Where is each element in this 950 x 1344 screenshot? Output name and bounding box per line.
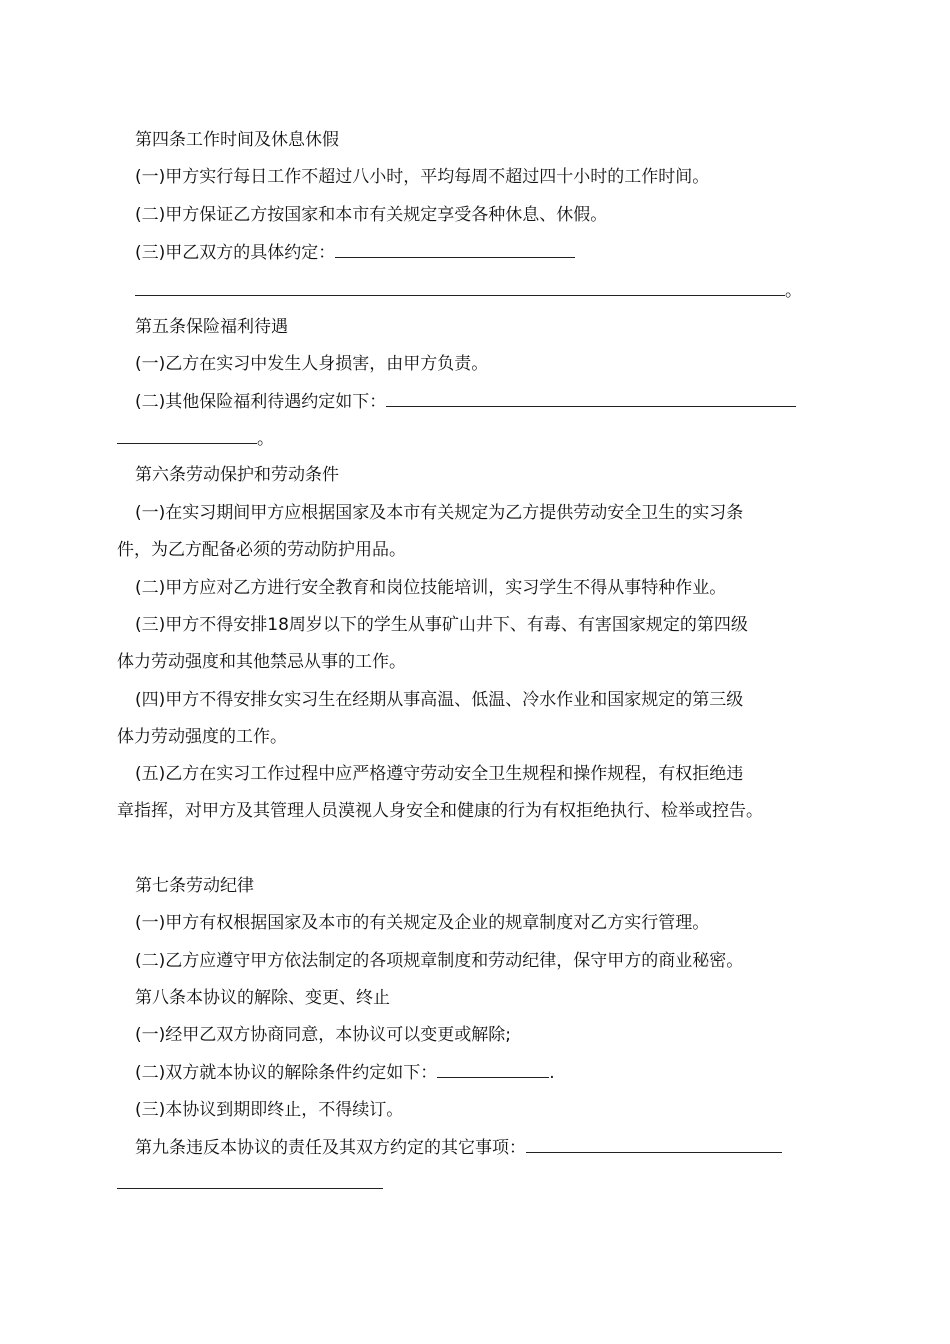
article7-heading: 第七条劳动纪律	[135, 876, 254, 896]
article5-item2-blank[interactable]	[386, 390, 796, 407]
article4-item1: (一)甲方实行每日工作不超过八小时，平均每周不超过四十小时的工作时间。	[135, 167, 710, 187]
article8-item1: (一)经甲乙双方协商同意，本协议可以变更或解除;	[135, 1025, 511, 1045]
article4-item3-end: 。	[785, 281, 802, 301]
article6-item4-line1: (四)甲方不得安排女实习生在经期从事高温、低温、冷水作业和国家规定的第三级	[135, 690, 744, 710]
article6-item3-line1: (三)甲方不得安排18周岁以下的学生从事矿山井下、有毒、有害国家规定的第四级	[135, 615, 748, 635]
article6-item1-line2: 件，为乙方配备必须的劳动防护用品。	[117, 540, 406, 560]
article9-blank[interactable]	[526, 1136, 782, 1153]
article8-item2-text: (二)双方就本协议的解除条件约定如下：	[135, 1063, 438, 1083]
article6-item3-line2: 体力劳动强度和其他禁忌从事的工作。	[117, 652, 406, 672]
article9-heading-line	[135, 1136, 782, 1160]
article4-item3-blank[interactable]	[335, 241, 575, 258]
article5-item2	[135, 390, 796, 414]
article5-item2-blank-cont[interactable]	[117, 427, 257, 444]
article6-heading: 第六条劳动保护和劳动条件	[135, 465, 339, 485]
article8-item2-end: .	[549, 1063, 555, 1083]
article9-cont	[117, 1172, 383, 1196]
article4-item3-cont	[135, 279, 802, 303]
article5-item1: (一)乙方在实习中发生人身损害，由甲方负责。	[135, 354, 489, 374]
article6-item2: (二)甲方应对乙方进行安全教育和岗位技能培训，实习学生不得从事特种作业。	[135, 578, 727, 598]
article6-item1-line1: (一)在实习期间甲方应根据国家及本市有关规定为乙方提供劳动安全卫生的实习条	[135, 503, 744, 523]
article7-item2: (二)乙方应遵守甲方依法制定的各项规章制度和劳动纪律，保守甲方的商业秘密。	[135, 951, 744, 971]
article4-item3-text: (三)甲乙双方的具体约定：	[135, 243, 336, 263]
article9-blank-cont[interactable]	[117, 1172, 383, 1189]
article4-item3	[135, 241, 575, 265]
article5-item2-text: (二)其他保险福利待遇约定如下：	[135, 392, 387, 412]
article4-item3-blank-cont[interactable]	[135, 279, 785, 296]
article4-heading: 第四条工作时间及休息休假	[135, 130, 339, 150]
article5-heading: 第五条保险福利待遇	[135, 317, 288, 337]
article5-item2-cont	[117, 427, 274, 451]
article5-item2-end: 。	[257, 429, 274, 449]
article4-item2: (二)甲方保证乙方按国家和本市有关规定享受各种休息、休假。	[135, 205, 608, 225]
article6-item5-line2: 章指挥，对甲方及其管理人员漠视人身安全和健康的行为有权拒绝执行、检举或控告。	[117, 801, 763, 821]
article6-item4-line2: 体力劳动强度的工作。	[117, 727, 287, 747]
article6-item5-line1: (五)乙方在实习工作过程中应严格遵守劳动安全卫生规程和操作规程，有权拒绝违	[135, 764, 744, 784]
article7-item1: (一)甲方有权根据国家及本市的有关规定及企业的规章制度对乙方实行管理。	[135, 913, 710, 933]
article8-heading: 第八条本协议的解除、变更、终止	[135, 988, 390, 1008]
article8-item3: (三)本协议到期即终止，不得续订。	[135, 1100, 404, 1120]
article8-item2-blank[interactable]	[437, 1061, 549, 1078]
article8-item2	[135, 1061, 555, 1085]
article9-heading: 第九条违反本协议的责任及其双方约定的其它事项：	[135, 1138, 526, 1158]
